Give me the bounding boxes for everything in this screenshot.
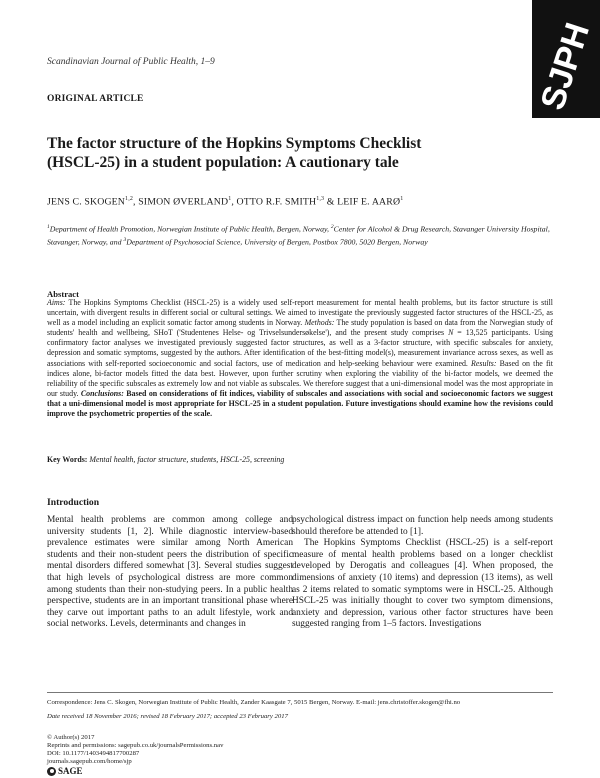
keywords bbox=[47, 455, 553, 464]
abstract-body bbox=[47, 298, 553, 419]
affil-sup: 3 bbox=[123, 237, 127, 244]
paragraph: The Hopkins Symptoms Checklist (HSCL-25) is a self-report measure of mental health problems based on a longer checklist developed by Derogatis and colleagues [4]. When proposed, the dimensions of anxiety (10 items) and depression (13 items), as well as 2 items related to somatic symptoms were in HSCL-25. Although HSCL-25 was initially thought to cover two symptom dimensions, anxiety and depression, various other factor structures have been suggested ranging from 1–5 factors. Investigations bbox=[292, 538, 553, 630]
footnote-divider bbox=[47, 692, 553, 693]
author-name: , OTTO R.F. SMITH bbox=[231, 196, 317, 208]
abstract-results: Based on the fit indices alone, bi-factor models fitted the data best. However, upon further scrutiny when exploring the viability of the bi-factor models, we deemed the reliability of the specific subscales as extremely low and not viable as subscales. We therefore suggest that a uni-dimensional model was the most appropriate in our study. bbox=[47, 358, 553, 398]
correspondence: Correspondence: Jens C. Skogen, Norwegian Institute of Public Health, Zander Kaasgate 7, 5015 Bergen, Norway. E-mail: jens.christoffer.skogen@fhi.no bbox=[47, 699, 461, 706]
publisher-logo bbox=[47, 766, 83, 776]
copyright-line: © Author(s) 2017 bbox=[47, 734, 95, 741]
body-column-right bbox=[292, 515, 553, 631]
abstract-methods: The study population is based on data from the Norwegian study of students' health and wellbeing, SHoT ('Studentenes Helse- og Trivselsundersøkelse'), and the present study comprises bbox=[47, 318, 553, 338]
affiliations bbox=[47, 222, 555, 248]
abstract-aims-label: Aims: bbox=[47, 298, 66, 307]
journal-logo bbox=[532, 0, 600, 118]
affil-text: Department of Health Promotion, Norwegian Institute of Public Health, Bergen, Norway, bbox=[49, 224, 331, 234]
abstract-methods-label: Methods: bbox=[304, 318, 335, 328]
abstract-heading: Abstract bbox=[47, 289, 79, 299]
author-name: & LEIF E. AARØ bbox=[324, 196, 401, 208]
author-affil-sup: 1 bbox=[228, 196, 232, 202]
body-column-left: Mental health problems are common among college and university students [1, 2]. While diagnostic interview-based prevalence estimates were similar among North American students and their non-student peers the distribution of specific mental disorders differed somewhat [3]. Several studies suggest that high levels of psychological distress are more common among students than their non-studying peers. In a public health perspective, students are in an important transitional phase where they carve out important paths to an adult lifestyle, work and social networks. Levels, determinants and changes in bbox=[47, 515, 293, 630]
author-name: , SIMON ØVERLAND bbox=[133, 196, 229, 208]
publisher-name: SAGE bbox=[58, 766, 83, 776]
affil-sup: 2 bbox=[330, 224, 334, 230]
author-affil-sup: 1 bbox=[400, 196, 404, 202]
keywords-value: Mental health, factor structure, students, HSCL-25, screening bbox=[87, 455, 285, 464]
journal-citation: Scandinavian Journal of Public Health, 1–9 bbox=[47, 57, 215, 67]
abstract-conclusions: Based on considerations of fit indices, viability of subscales and associations with social and socioeconomic factors we suggest that a uni-dimensional model is most appropriate for HSCL-25 in a student population. Future investigations should examine how the revisions could improve the psychometric properties of the scale. bbox=[47, 388, 553, 419]
paragraph: psychological distress impact on function help needs among students should therefore be attended to [1]. bbox=[292, 515, 553, 537]
author-affil-sup: 1,2 bbox=[125, 196, 133, 202]
keywords-label: Key Words: bbox=[47, 455, 88, 464]
affil-text: Department of Psychosocial Science, University of Bergen, Postbox 7800, 5020 Bergen, Norway bbox=[126, 237, 428, 247]
author-affil-sup: 1,3 bbox=[316, 196, 325, 202]
logo-text: SJPH bbox=[533, 18, 598, 115]
abstract-aims: The Hopkins Symptoms Checklist (HSCL-25) is a widely used self-report measurement for mental health problems, but its factor structure is still uncertain, with divergent results in different social or cultural settings. We aimed to investigate the previously suggested factor structures of the HSCL-25, as well as a model including an explicit somatic factor among students in Norway. bbox=[47, 298, 553, 328]
abstract-methods-cont: = 13,525 participants. Using confirmatory factor analyses we investigated previously suggested factor structures, as well as a 3-factor structure, with specific subscales for anxiety, depression and somatic symptoms, suggested by the authors. After identification of the best-fitting model(s), measurement invariance across sexes, as well as associations with self-reported socioeconomic and social factors, use of medication and help-seeking behaviour were examined. bbox=[47, 328, 553, 368]
copyright-block bbox=[47, 734, 223, 766]
sjph-logo-mark bbox=[532, 0, 600, 118]
affil-text: Center for Alcohol & Drug Research, Stavanger University Hospital, Stavanger, Norway, and bbox=[47, 224, 550, 247]
journal-url: journals.sagepub.com/home/sjp bbox=[47, 758, 132, 766]
abstract-conclusions-label: Conclusions: bbox=[80, 388, 124, 398]
reprints-line: Reprints and permissions: sagepub.co.uk/journalsPermissions.nav bbox=[47, 742, 224, 750]
abstract-results-label: Results: bbox=[471, 358, 497, 368]
article-type: ORIGINAL ARTICLE bbox=[47, 94, 144, 104]
abstract-n-symbol: N bbox=[448, 328, 454, 338]
article-title: The factor structure of the Hopkins Symptoms Checklist (HSCL-25) in a student population: A cautionary tale bbox=[47, 135, 422, 171]
introduction-heading: Introduction bbox=[47, 497, 100, 508]
sage-logo-icon bbox=[47, 767, 56, 776]
doi-line: DOI: 10.1177/1403494817700287 bbox=[47, 750, 140, 758]
submission-dates: Date received 18 November 2016; revised 18 February 2017; accepted 23 February 2017 bbox=[47, 713, 288, 720]
affil-sup: 1 bbox=[47, 224, 50, 230]
author-list bbox=[47, 196, 547, 207]
author-name: JENS C. SKOGEN bbox=[47, 196, 126, 208]
